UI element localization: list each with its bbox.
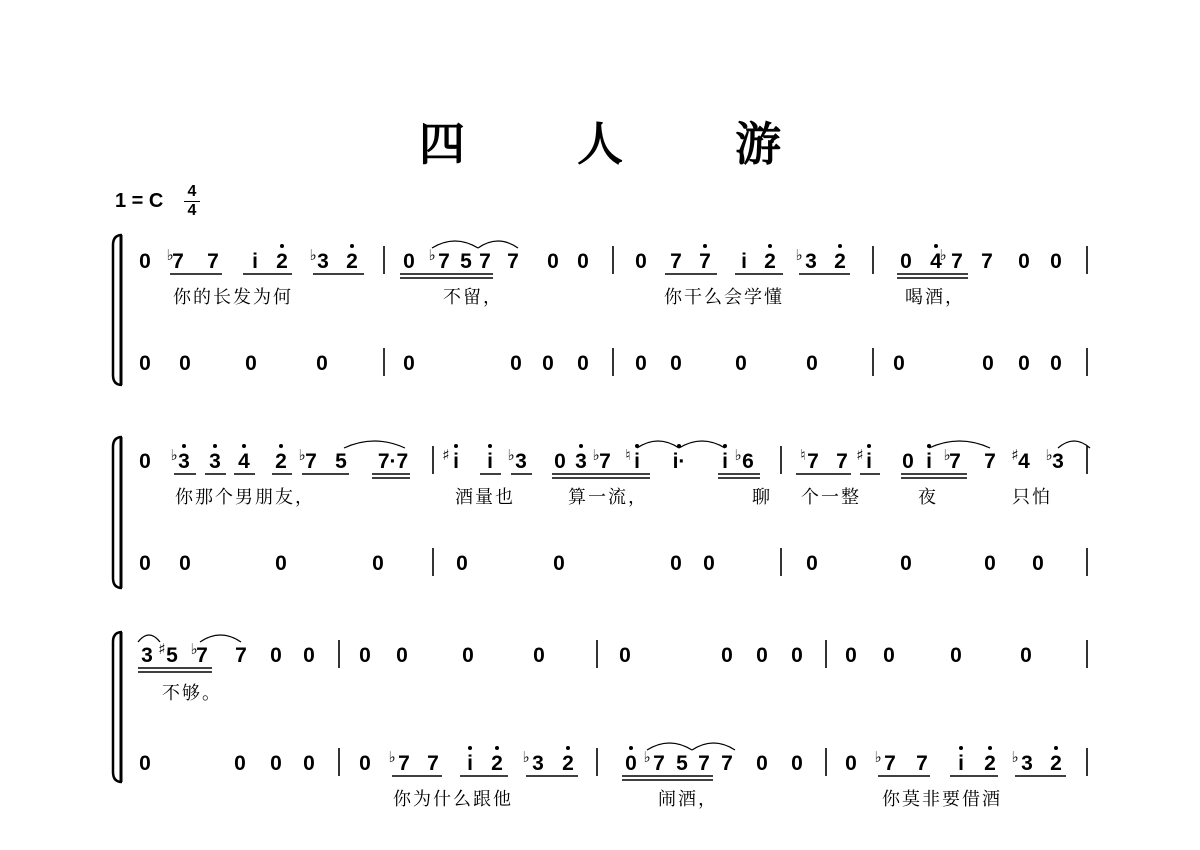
note: 0 <box>791 752 803 775</box>
note: 0 <box>982 352 994 375</box>
note: 0 <box>303 752 315 775</box>
note: 7 <box>984 450 996 473</box>
note: 0 <box>547 250 559 273</box>
note: 2 <box>276 250 288 273</box>
accidental: ♭ <box>874 748 882 766</box>
note: 3 <box>532 752 544 775</box>
note: 0 <box>316 352 328 375</box>
note: 0 <box>577 352 589 375</box>
note: 0 <box>806 352 818 375</box>
lyric: 酒量也 <box>455 487 515 508</box>
note: 7 <box>196 644 208 667</box>
note: 5 <box>335 450 347 473</box>
note: 3 <box>1052 450 1064 473</box>
slur <box>929 441 990 448</box>
note: i <box>926 450 932 473</box>
note: 0 <box>179 352 191 375</box>
note: 0 <box>635 352 647 375</box>
note: 7·7 <box>377 450 409 473</box>
lyric: 不够。 <box>162 683 222 704</box>
note: 0 <box>139 552 151 575</box>
note: 0 <box>403 352 415 375</box>
accidental: ♯ <box>1011 446 1019 464</box>
slur <box>344 441 405 448</box>
lyric: 你为什么跟他 <box>393 789 513 810</box>
note: 0 <box>756 752 768 775</box>
note: 7 <box>207 250 219 273</box>
note: 0 <box>234 752 246 775</box>
slur <box>679 441 725 448</box>
note: 6 <box>742 450 754 473</box>
note: 2 <box>984 752 996 775</box>
note: 7 <box>981 250 993 273</box>
note: 7 <box>479 250 491 273</box>
note: 0 <box>554 450 566 473</box>
slur <box>478 241 518 248</box>
octave-dot <box>495 746 499 750</box>
note: 7 <box>398 752 410 775</box>
note: i <box>958 752 964 775</box>
note: 0 <box>670 552 682 575</box>
note: 0 <box>845 752 857 775</box>
lyric: 你那个男朋友， <box>175 487 315 508</box>
accidental: ♭ <box>734 446 742 464</box>
note: 0 <box>456 552 468 575</box>
note: i <box>487 450 493 473</box>
note: 0 <box>845 644 857 667</box>
note: 3 <box>178 450 190 473</box>
note: 0 <box>756 644 768 667</box>
slur <box>647 743 692 750</box>
slur <box>138 635 160 642</box>
note: 0 <box>902 450 914 473</box>
note: 0 <box>275 552 287 575</box>
note: i <box>252 250 258 273</box>
octave-dot <box>468 746 472 750</box>
octave-dot <box>350 244 354 248</box>
lyric: 闹酒， <box>658 789 718 810</box>
slur <box>1058 441 1090 448</box>
time-signature-bottom: 4 <box>187 202 197 219</box>
accidental: ♭ <box>170 446 178 464</box>
lyric: 你的长发为何 <box>173 287 293 308</box>
note: 0 <box>372 552 384 575</box>
lyric: 夜 <box>918 487 938 508</box>
note: 0 <box>721 644 733 667</box>
note: 7 <box>427 752 439 775</box>
note: 7 <box>916 752 928 775</box>
octave-dot <box>988 746 992 750</box>
note: 0 <box>619 644 631 667</box>
note: 0 <box>139 752 151 775</box>
note: 7 <box>884 752 896 775</box>
note: 0 <box>533 644 545 667</box>
slur <box>200 635 241 642</box>
octave-dot <box>182 444 186 448</box>
accidental: ♭ <box>592 446 600 464</box>
note: 0 <box>900 250 912 273</box>
note: 4 <box>1018 450 1030 473</box>
accidental: ♯ <box>856 446 864 464</box>
note: 0 <box>1050 250 1062 273</box>
note: 0 <box>245 352 257 375</box>
note: 0 <box>1020 644 1032 667</box>
note: 0 <box>806 552 818 575</box>
note: 5 <box>676 752 688 775</box>
note: 7 <box>699 250 711 273</box>
note: 0 <box>179 552 191 575</box>
note: 0 <box>359 752 371 775</box>
note: 0 <box>542 352 554 375</box>
note: 0 <box>950 644 962 667</box>
octave-dot <box>934 244 938 248</box>
accidental: ♭ <box>939 246 947 264</box>
note: 3 <box>209 450 221 473</box>
note: 7 <box>653 752 665 775</box>
note: 7 <box>807 450 819 473</box>
note: 0 <box>462 644 474 667</box>
note: 0 <box>396 644 408 667</box>
note: 4 <box>238 450 250 473</box>
note: 0 <box>883 644 895 667</box>
note: 7 <box>235 644 247 667</box>
note: 0 <box>791 644 803 667</box>
accidental: ♮ <box>800 446 806 464</box>
key-signature: 1 = C <box>115 190 164 212</box>
note: 0 <box>510 352 522 375</box>
note: 2 <box>764 250 776 273</box>
note: 3 <box>1021 752 1033 775</box>
note: 0 <box>1018 352 1030 375</box>
note: 0 <box>139 250 151 273</box>
note: i <box>722 450 728 473</box>
note: 0 <box>670 352 682 375</box>
note: 3 <box>141 644 153 667</box>
note: 7 <box>670 250 682 273</box>
accidental: ♯ <box>158 640 166 658</box>
accidental: ♭ <box>428 246 436 264</box>
octave-dot <box>629 746 633 750</box>
lyric: 你干么会学懂 <box>664 287 784 308</box>
accidental: ♭ <box>507 446 515 464</box>
note: 2 <box>834 250 846 273</box>
note: 0 <box>303 644 315 667</box>
accidental: ♮ <box>625 446 631 464</box>
note: 7 <box>305 450 317 473</box>
note: 2 <box>562 752 574 775</box>
note: i <box>467 752 473 775</box>
accidental: ♭ <box>1045 446 1053 464</box>
octave-dot <box>279 444 283 448</box>
note: 0 <box>1032 552 1044 575</box>
octave-dot <box>213 444 217 448</box>
note: 7 <box>698 752 710 775</box>
note: i <box>634 450 640 473</box>
accidental: ♭ <box>166 246 174 264</box>
accidental: ♭ <box>190 640 198 658</box>
note: 4 <box>930 250 942 273</box>
note: 7 <box>172 250 184 273</box>
song-title: 四 人 游 <box>418 117 830 171</box>
octave-dot <box>867 444 871 448</box>
note: 2 <box>275 450 287 473</box>
lyric: 算一流， <box>568 487 648 508</box>
accidental: ♭ <box>795 246 803 264</box>
note: 0 <box>1018 250 1030 273</box>
note: 7 <box>951 250 963 273</box>
accidental: ♭ <box>309 246 317 264</box>
accidental: ♭ <box>643 748 651 766</box>
lyric: 不留， <box>443 287 503 308</box>
note: 2 <box>491 752 503 775</box>
note: 0 <box>139 352 151 375</box>
note: 2 <box>1050 752 1062 775</box>
note: 0 <box>270 752 282 775</box>
octave-dot <box>579 444 583 448</box>
note: 0 <box>735 352 747 375</box>
accidental: ♭ <box>388 748 396 766</box>
lyric: 喝酒， <box>905 287 965 308</box>
note: 0 <box>553 552 565 575</box>
note: 3 <box>805 250 817 273</box>
octave-dot <box>454 444 458 448</box>
note: 0 <box>403 250 415 273</box>
note: 7 <box>438 250 450 273</box>
slur <box>637 441 679 448</box>
note: 3 <box>515 450 527 473</box>
note: 0 <box>577 250 589 273</box>
note: 0 <box>139 450 151 473</box>
time-signature-top: 4 <box>187 183 197 200</box>
slur <box>432 241 478 248</box>
accidental: ♯ <box>442 446 450 464</box>
accidental: ♭ <box>522 748 530 766</box>
note: 0 <box>625 752 637 775</box>
octave-dot <box>280 244 284 248</box>
accidental: ♭ <box>298 446 306 464</box>
note: i <box>866 450 872 473</box>
note: 3 <box>317 250 329 273</box>
lyric: 只怕 <box>1012 487 1052 508</box>
octave-dot <box>488 444 492 448</box>
accidental: ♭ <box>943 446 951 464</box>
octave-dot <box>566 746 570 750</box>
note: 7 <box>721 752 733 775</box>
slur <box>692 743 735 750</box>
octave-dot <box>838 244 842 248</box>
octave-dot <box>768 244 772 248</box>
octave-dot <box>1054 746 1058 750</box>
note: 0 <box>984 552 996 575</box>
note: 3 <box>575 450 587 473</box>
note: i <box>453 450 459 473</box>
note: 7 <box>836 450 848 473</box>
note: 0 <box>703 552 715 575</box>
lyric: 个一整 <box>801 487 861 508</box>
note: 0 <box>359 644 371 667</box>
note: 0 <box>1050 352 1062 375</box>
octave-dot <box>959 746 963 750</box>
octave-dot <box>242 444 246 448</box>
note: 7 <box>599 450 611 473</box>
note: 7 <box>949 450 961 473</box>
note: 0 <box>900 552 912 575</box>
note: 5 <box>166 644 178 667</box>
octave-dot <box>703 244 707 248</box>
note: 5 <box>460 250 472 273</box>
note: 0 <box>893 352 905 375</box>
note: 2 <box>346 250 358 273</box>
note: 0 <box>635 250 647 273</box>
accidental: ♭ <box>1011 748 1019 766</box>
note: i <box>741 250 747 273</box>
note: 0 <box>270 644 282 667</box>
note: i· <box>672 450 686 473</box>
lyric: 你莫非要借酒 <box>882 789 1002 810</box>
lyric: 聊 <box>752 487 772 508</box>
note: 7 <box>507 250 519 273</box>
